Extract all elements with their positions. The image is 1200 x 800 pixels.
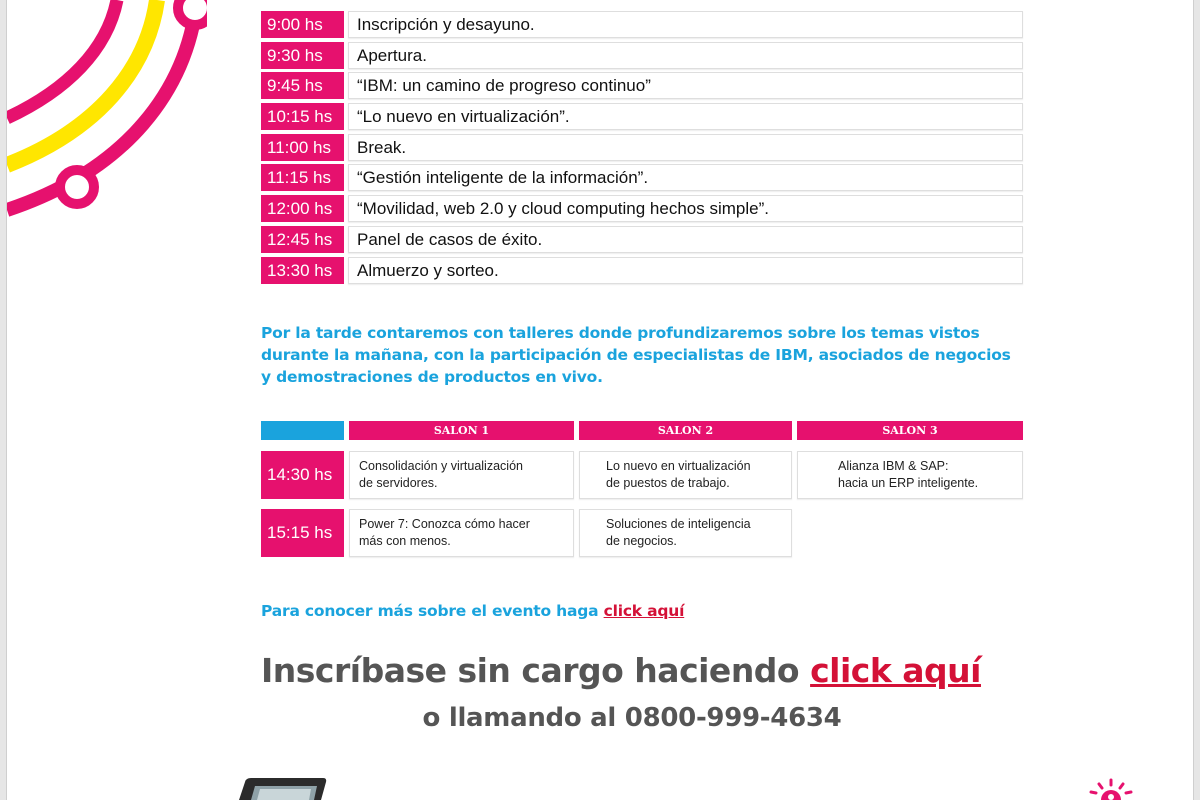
- workshop-cell: Consolidación y virtualización de servidores.: [349, 451, 574, 499]
- schedule-time: 10:15 hs: [261, 103, 344, 130]
- schedule-item: “Movilidad, web 2.0 y cloud computing hechos simple”.: [348, 195, 1023, 222]
- ring-top: [178, 0, 207, 25]
- schedule-item: Apertura.: [348, 42, 1023, 69]
- schedule-time: 11:00 hs: [261, 134, 344, 161]
- schedule-time: 9:45 hs: [261, 72, 344, 99]
- schedule-row: [261, 72, 1023, 99]
- ring-bottom: [60, 170, 94, 204]
- smarter-planet-logo: [1081, 778, 1141, 800]
- phone-line: o llamando al 0800-999-4634: [422, 703, 842, 733]
- schedule-item: “Gestión inteligente de la información”.: [348, 164, 1023, 191]
- workshop-cell: Soluciones de inteligencia de negocios.: [579, 509, 792, 557]
- schedule-item: Break.: [348, 134, 1023, 161]
- workshop-cell: Lo nuevo en virtualización de puestos de trabajo.: [579, 451, 792, 499]
- schedule-item: Inscripción y desayuno.: [348, 11, 1023, 38]
- newsletter-page: [6, 0, 1194, 800]
- schedule-row: [261, 164, 1023, 191]
- schedule-time: 9:30 hs: [261, 42, 344, 69]
- register-cta: [7, 651, 1193, 690]
- schedule-row: [261, 103, 1023, 130]
- schedule-item: “IBM: un camino de progreso continuo”: [348, 72, 1023, 99]
- salon-3-header: SALON 3: [797, 421, 1023, 440]
- schedule-row: [261, 11, 1023, 38]
- register-link[interactable]: click aquí: [810, 651, 981, 690]
- more-info-link[interactable]: click aquí: [603, 602, 685, 620]
- afternoon-intro: Por la tarde contaremos con talleres donde profundizaremos sobre los temas vistos durante la mañana, con la participación de especialistas de IBM, asociados de negocios y demostraciones de productos en vivo.: [261, 324, 1011, 386]
- more-info-line: [261, 602, 684, 620]
- schedule-time: 13:30 hs: [261, 257, 344, 284]
- workshop-header-spacer: [261, 421, 344, 440]
- schedule-row: [261, 257, 1023, 284]
- workshop-time: 15:15 hs: [261, 509, 344, 557]
- schedule-row: [261, 42, 1023, 69]
- morning-schedule: [261, 11, 1023, 287]
- schedule-item: Panel de casos de éxito.: [348, 226, 1023, 253]
- workshop-cell: Alianza IBM & SAP: hacia un ERP inteligente.: [797, 451, 1023, 499]
- schedule-row: [261, 195, 1023, 222]
- schedule-time: 12:45 hs: [261, 226, 344, 253]
- schedule-row: [261, 226, 1023, 253]
- workshop-cell: Power 7: Conozca cómo hacer más con menos.: [349, 509, 574, 557]
- salon-1-header: SALON 1: [349, 421, 574, 440]
- register-cta-text: Inscríbase sin cargo haciendo: [261, 651, 811, 690]
- schedule-time: 11:15 hs: [261, 164, 344, 191]
- schedule-row: [261, 134, 1023, 161]
- laptop-image: [231, 776, 331, 800]
- decorative-arcs: [7, 0, 207, 230]
- more-info-text: Para conocer más sobre el evento haga: [261, 602, 604, 620]
- schedule-item: “Lo nuevo en virtualización”.: [348, 103, 1023, 130]
- workshop-time: 14:30 hs: [261, 451, 344, 499]
- schedule-time: 9:00 hs: [261, 11, 344, 38]
- salon-2-header: SALON 2: [579, 421, 792, 440]
- schedule-item: Almuerzo y sorteo.: [348, 257, 1023, 284]
- schedule-time: 12:00 hs: [261, 195, 344, 222]
